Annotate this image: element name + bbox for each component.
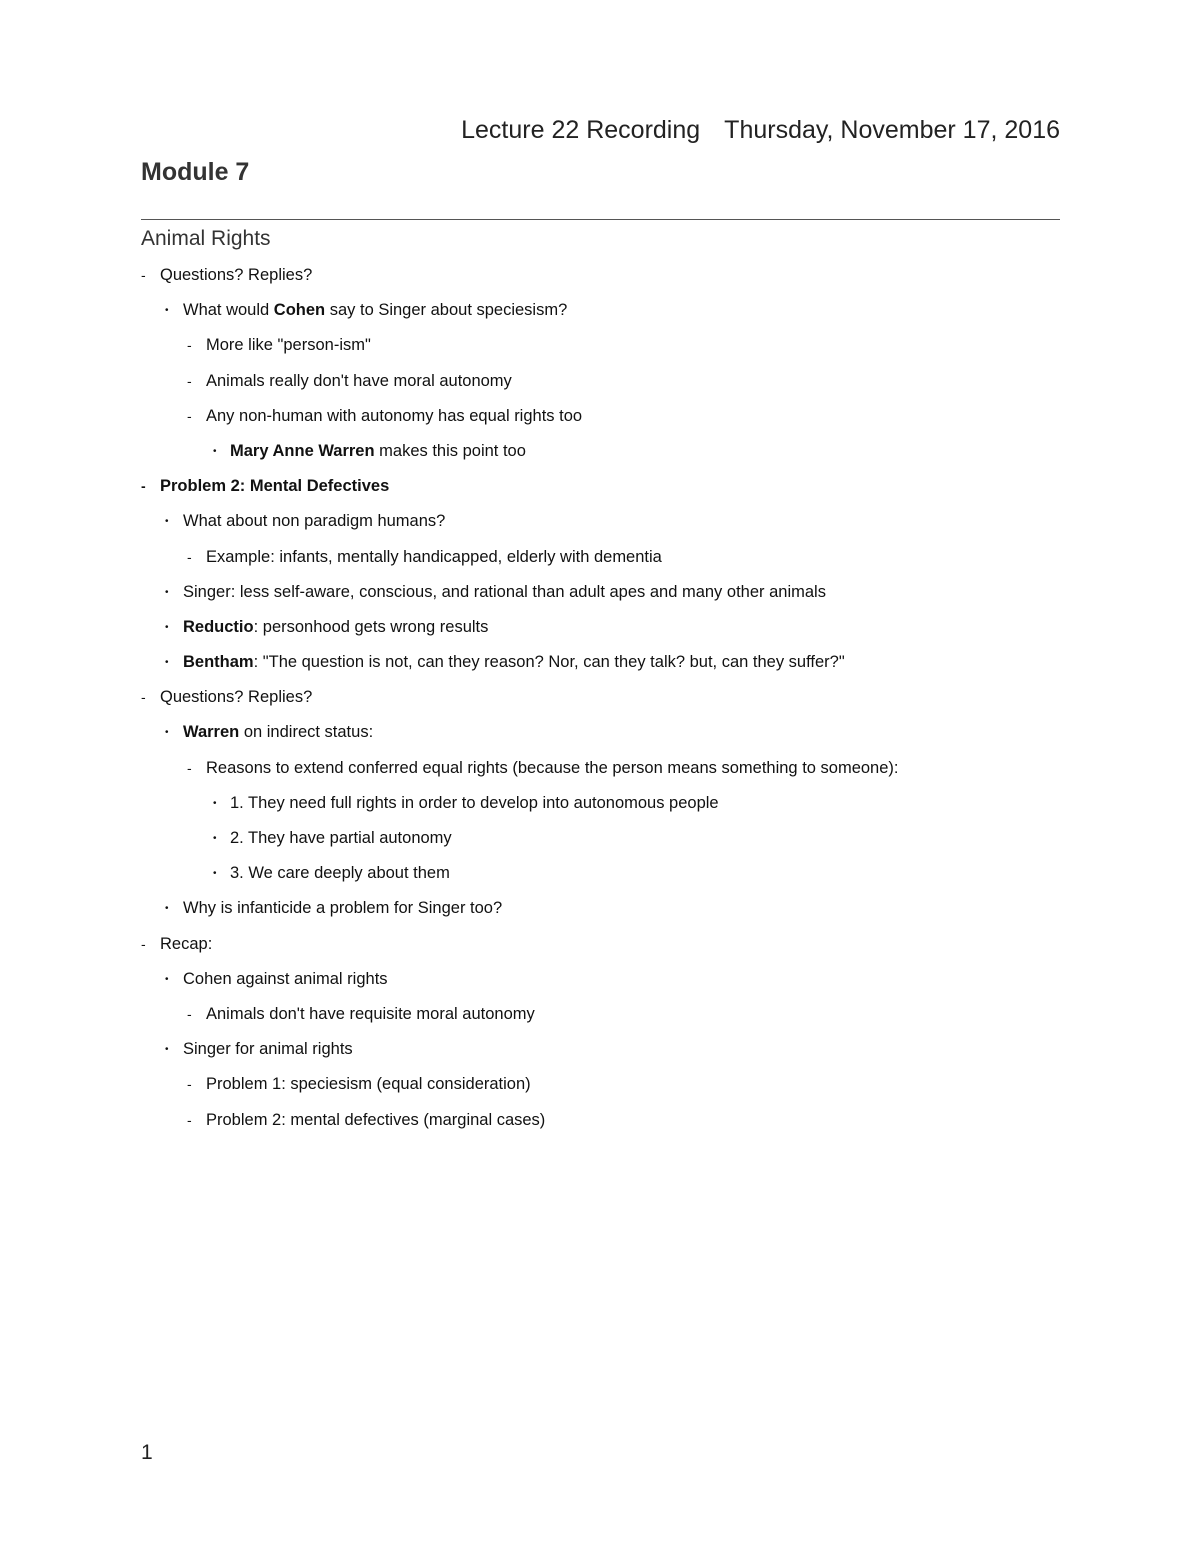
text-run: What about non paradigm humans? xyxy=(183,512,446,531)
dash-marker: - xyxy=(187,407,192,424)
text-run: Singer for animal rights xyxy=(183,1040,353,1059)
dash-marker: - xyxy=(141,689,146,706)
bullet-marker: • xyxy=(165,903,169,915)
bullet-marker: • xyxy=(165,657,169,669)
text-run: Recap: xyxy=(160,934,213,953)
bullet-marker: • xyxy=(165,727,169,739)
dash-marker: - xyxy=(141,478,146,495)
outline-item-text xyxy=(183,1036,353,1062)
emphasized-term: Reductio xyxy=(183,617,254,636)
outline-item-text xyxy=(183,649,845,675)
page-header xyxy=(461,116,1060,145)
text-run: Cohen against animal rights xyxy=(183,969,388,988)
outline-item xyxy=(141,614,1060,649)
outline-item xyxy=(141,262,1060,297)
text-run: Example: infants, mentally handicapped, elderly with dementia xyxy=(206,547,662,566)
outline-item-text xyxy=(183,297,567,323)
outline-item-text xyxy=(160,262,312,288)
outline-item-text xyxy=(206,544,662,570)
outline-item-text xyxy=(160,473,389,499)
bullet-marker: • xyxy=(165,305,169,317)
outline-item xyxy=(141,895,1060,930)
text-run: 2. They have partial autonomy xyxy=(230,829,452,847)
dash-marker: - xyxy=(141,935,146,952)
emphasized-term: Bentham xyxy=(183,653,254,672)
bullet-marker: • xyxy=(165,973,169,985)
section-title: Animal Rights xyxy=(141,227,271,250)
bullet-marker: • xyxy=(165,586,169,598)
outline-item-text xyxy=(183,719,373,745)
bullet-marker: • xyxy=(165,621,169,633)
outline-item xyxy=(141,544,1060,579)
page-number: 1 xyxy=(141,1441,153,1464)
text-run: say to Singer about speciesism? xyxy=(325,301,568,320)
text-run: Any non-human with autonomy has equal rights too xyxy=(206,406,583,425)
module-title: Module 7 xyxy=(141,158,250,186)
outline-item xyxy=(141,508,1060,543)
outline-item-text xyxy=(206,368,512,394)
dash-marker: - xyxy=(187,1005,192,1022)
outline-item xyxy=(141,1036,1060,1071)
dash-marker: - xyxy=(187,1076,192,1093)
dash-marker: - xyxy=(141,267,146,283)
text-run: Problem 2: mental defectives (marginal cases) xyxy=(206,1110,546,1129)
bullet-marker: • xyxy=(213,797,217,809)
outline-item-text xyxy=(230,790,719,816)
outline-item xyxy=(141,579,1060,614)
outline-item xyxy=(141,790,1060,825)
dash-marker: - xyxy=(187,1111,192,1128)
text-run: Animals don't have requisite moral autonomy xyxy=(206,1004,535,1023)
text-run: Why is infanticide a problem for Singer too? xyxy=(183,899,503,918)
outline-item xyxy=(141,860,1060,895)
outline-item-text xyxy=(183,895,502,921)
outline-item xyxy=(141,1001,1060,1036)
outline-item-text xyxy=(206,1001,535,1027)
outline-item xyxy=(141,684,1060,719)
outline-item xyxy=(141,297,1060,332)
bullet-marker: • xyxy=(165,1044,169,1056)
text-run: Singer: less self-aware, conscious, and rational than adult apes and many other animals xyxy=(183,582,826,601)
bullet-marker: • xyxy=(165,516,169,528)
outline-item-text xyxy=(183,966,388,992)
text-run: Reasons to extend conferred equal rights (because the person means something to someone): xyxy=(206,758,899,777)
text-run: Animals really don't have moral autonomy xyxy=(206,371,512,390)
text-run: : personhood gets wrong results xyxy=(253,617,489,636)
emphasized-term: Mary Anne Warren xyxy=(230,441,375,460)
text-run: More like "person-ism" xyxy=(206,336,371,355)
outline-item-text xyxy=(183,579,826,605)
outline-item-text xyxy=(206,1071,531,1097)
outline-item xyxy=(141,332,1060,367)
emphasized-term: Problem 2: Mental Defectives xyxy=(160,477,390,496)
outline-item xyxy=(141,755,1060,790)
text-run: Questions? Replies? xyxy=(160,266,313,284)
outline-item xyxy=(141,368,1060,403)
outline-item-text xyxy=(160,931,212,957)
dash-marker: - xyxy=(187,372,192,389)
text-run: 3. We care deeply about them xyxy=(230,864,450,883)
outline-item-text xyxy=(183,614,488,640)
text-run: 1. They need full rights in order to develop into autonomous people xyxy=(230,793,719,812)
outline-item xyxy=(141,966,1060,1001)
outline-item xyxy=(141,438,1060,473)
text-run: What would xyxy=(183,301,274,320)
outline-item-text xyxy=(183,508,445,534)
outline-item xyxy=(141,649,1060,684)
outline-item xyxy=(141,719,1060,754)
text-run: makes this point too xyxy=(374,441,526,460)
notes-outline xyxy=(141,262,1060,1142)
outline-item-text xyxy=(230,825,452,851)
outline-item-text xyxy=(206,755,899,781)
lecture-date: Thursday, November 17, 2016 xyxy=(724,116,1060,144)
dash-marker: - xyxy=(187,548,192,565)
outline-item-text xyxy=(160,684,312,710)
outline-item xyxy=(141,825,1060,860)
bullet-marker: • xyxy=(213,868,217,880)
text-run: Problem 1: speciesism (equal consideration) xyxy=(206,1075,531,1094)
bullet-marker: • xyxy=(213,833,217,844)
bullet-marker: • xyxy=(213,445,217,457)
emphasized-term: Warren xyxy=(183,723,240,742)
outline-item xyxy=(141,403,1060,438)
outline-item-text xyxy=(230,438,526,464)
outline-item xyxy=(141,1107,1060,1142)
outline-item xyxy=(141,931,1060,966)
divider xyxy=(141,219,1060,220)
text-run: : "The question is not, can they reason? Nor, can they talk? but, can they suffer?" xyxy=(253,653,845,672)
outline-item-text xyxy=(230,860,450,886)
dash-marker: - xyxy=(187,337,192,354)
outline-item xyxy=(141,1071,1060,1106)
emphasized-term: Cohen xyxy=(273,301,326,320)
text-run: Questions? Replies? xyxy=(160,688,313,707)
text-run: on indirect status: xyxy=(239,723,374,742)
outline-item-text xyxy=(206,332,371,358)
dash-marker: - xyxy=(187,759,192,776)
outline-item-text xyxy=(206,1107,545,1133)
outline-item xyxy=(141,473,1060,508)
lecture-title: Lecture 22 Recording xyxy=(461,116,701,144)
outline-item-text xyxy=(206,403,582,429)
